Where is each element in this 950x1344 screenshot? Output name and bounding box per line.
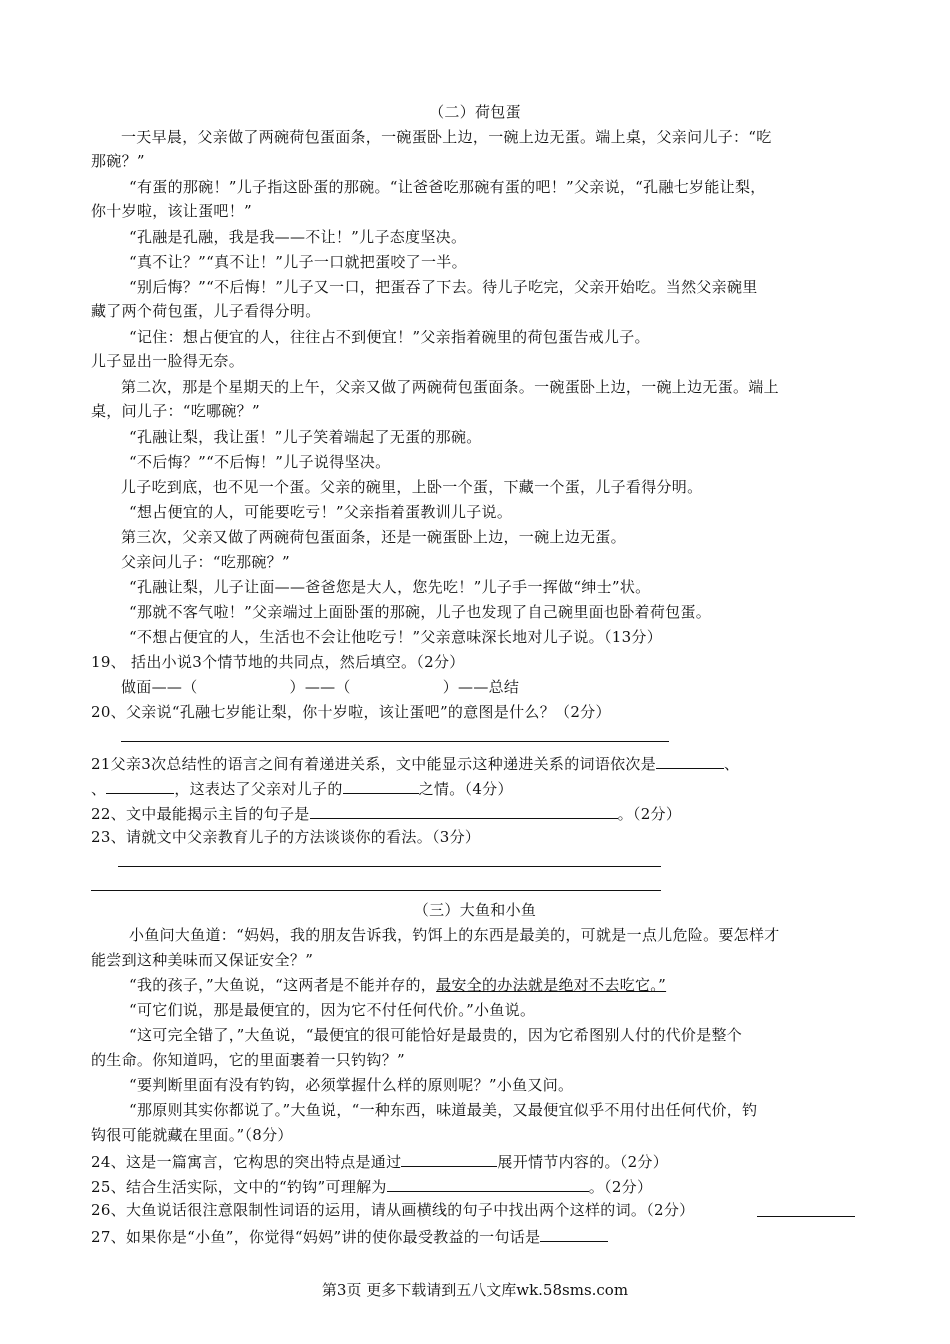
section3-title: （三）大鱼和小鱼 [413,901,537,919]
question-19: 19、 括出小说3个情节地的共同点，然后填空。（2分） [91,653,465,671]
q19-fill-part: ）——（ [289,678,351,696]
answer-line-q23[interactable] [91,890,661,891]
q21-blank-2[interactable] [106,777,174,794]
paragraph: 一天早晨，父亲做了两碗荷包蛋面条，一碗蛋卧上边，一碗上边无蛋。端上桌，父亲问儿子：“吃 [121,128,772,146]
q27-text: 27、如果你是“小鱼”，你觉得“妈妈”讲的使你最受教益的一句话是 [91,1228,541,1246]
q22-blank[interactable] [310,802,618,819]
q24-text: 24、这是一篇寓言，它构思的突出特点是通过 [91,1153,402,1171]
paragraph: “那就不客气啦！”父亲端过上面卧蛋的那碗，儿子也发现了自己碗里面也卧着荷包蛋。 [129,603,712,621]
paragraph: “别后悔？”“不后悔！”儿子又一口，把蛋吞了下去。待儿子吃完，父亲开始吃。当然父亲碗里 [129,278,758,296]
question-26: 26、大鱼说话很注意限制性词语的运用，请从画横线的句子中找出两个这样的词。（2分） [91,1201,695,1219]
paragraph: “不后悔？”“不后悔！”儿子说得坚决。 [129,453,391,471]
question-22 [91,802,681,824]
paragraph: 藏了两个荷包蛋，儿子看得分明。 [91,302,321,320]
paragraph: 能尝到这种美味而又保证安全？” [91,951,314,969]
paragraph: “这可完全错了，”大鱼说，“最便宜的很可能恰好是最贵的，因为它希图别人付的代价是整个 [129,1026,743,1044]
underlined-sentence: 最安全的办法就是绝对不去吃它。” [436,976,667,994]
question-19-fill [121,677,519,697]
paragraph: “孔融是孔融，我是我——不让！”儿子态度坚决。 [129,228,467,246]
q21-text: 、 [91,780,107,798]
question-25 [91,1175,652,1197]
q21-text: 21父亲3次总结性的语言之间有着递进关系，文中能显示这种递进关系的词语依次是 [91,755,657,773]
paragraph: 第三次，父亲又做了两碗荷包蛋面条，还是一碗蛋卧上边，一碗上边无蛋。 [121,528,626,546]
q21-blank-3[interactable] [343,777,419,794]
paragraph: “真不让？”“真不让！”儿子一口就把蛋咬了一半。 [129,253,467,271]
paragraph: 钩很可能就藏在里面。”（8分） [91,1126,293,1144]
q22-text: 22、文中最能揭示主旨的句子是 [91,805,310,823]
q27-blank[interactable] [540,1225,608,1242]
q25-text: 。（2分） [588,1178,653,1196]
question-20: 20、父亲说“孔融七岁能让梨，你十岁啦，该让蛋吧”的意图是什么？（2分） [91,703,611,721]
question-23: 23、请就文中父亲教育儿子的方法谈谈你的看法。（3分） [91,828,481,846]
paragraph: “那原则其实你都说了。”大鱼说，“一种东西，味道最美，又最便宜似乎不用付出任何代价，钓 [129,1101,758,1119]
paragraph: “孔融让梨，我让蛋！”儿子笑着端起了无蛋的那碗。 [129,428,482,446]
paragraph: 儿子显出一脸得无奈。 [91,352,245,370]
paragraph: 你十岁啦，该让蛋吧！” [91,202,252,220]
q25-blank[interactable] [387,1175,589,1192]
paragraph: 父亲问儿子：“吃那碗？” [121,553,290,571]
paragraph: “孔融让梨，儿子让面——爸爸您是大人，您先吃！”儿子手一挥做“绅士”状。 [129,578,651,596]
q19-fill-part: ）——总结 [442,678,520,696]
question-24 [91,1150,668,1172]
question-21-line2 [91,777,513,799]
paragraph: “记住：想占便宜的人，往往占不到便宜！”父亲指着碗里的荷包蛋告戒儿子。 [129,328,650,346]
q24-blank[interactable] [401,1150,497,1167]
paragraph: “不想占便宜的人，生活也不会让他吃亏！”父亲意味深长地对儿子说。（13分） [129,628,663,646]
paragraph: 小鱼问大鱼道：“妈妈，我的朋友告诉我，钓饵上的东西是最美的，可就是一点儿危险。要怎样才 [129,926,780,944]
paragraph: 儿子吃到底，也不见一个蛋。父亲的碗里，上卧一个蛋，下藏一个蛋，儿子看得分明。 [121,478,703,496]
paragraph [129,975,666,995]
section2-title: （二）荷包蛋 [429,103,521,121]
q21-text: 、 [724,755,740,773]
paragraph: “可它们说，那是最便宜的，因为它不付任何代价。”小鱼说。 [129,1001,536,1019]
q25-text: 25、结合生活实际，文中的“钓钩”可理解为 [91,1178,387,1196]
page-footer: 第3页 更多下载请到五八文库wk.58sms.com [321,1281,629,1299]
q21-text: 之情。（4分） [418,780,513,798]
paragraph: “想占便宜的人，可能要吃亏！”父亲指着蛋教训儿子说。 [129,503,513,521]
answer-line-q26[interactable] [757,1216,855,1217]
paragraph: “要判断里面有没有钓钩，必须掌握什么样的原则呢？”小鱼又问。 [129,1076,574,1094]
paragraph: 桌，问儿子：“吃哪碗？” [91,402,260,420]
paragraph: 第二次，那是个星期天的上午，父亲又做了两碗荷包蛋面条。一碗蛋卧上边，一碗上边无蛋。端上 [121,378,779,396]
q21-text: ，这表达了父亲对儿子的 [174,780,343,798]
paragraph: “有蛋的那碗！”儿子指这卧蛋的那碗。“让爸爸吃那碗有蛋的吧！”父亲说，“孔融七岁能让梨， [129,178,766,196]
q21-blank-1[interactable] [656,752,724,769]
paragraph: 的生命。你知道吗，它的里面裹着一只钓钩？” [91,1051,405,1069]
question-27 [91,1225,608,1247]
q24-text: 展开情节内容的。（2分） [497,1153,669,1171]
paragraph-text: “我的孩子，”大鱼说，“这两者是不能并存的， [129,976,437,994]
question-21-line1 [91,752,739,774]
answer-line-q23[interactable] [118,866,661,867]
answer-line-q20[interactable] [121,741,669,742]
q19-fill-part: 做面——（ [121,678,198,696]
q22-text: 。（2分） [617,805,682,823]
paragraph: 那碗？” [91,152,145,170]
